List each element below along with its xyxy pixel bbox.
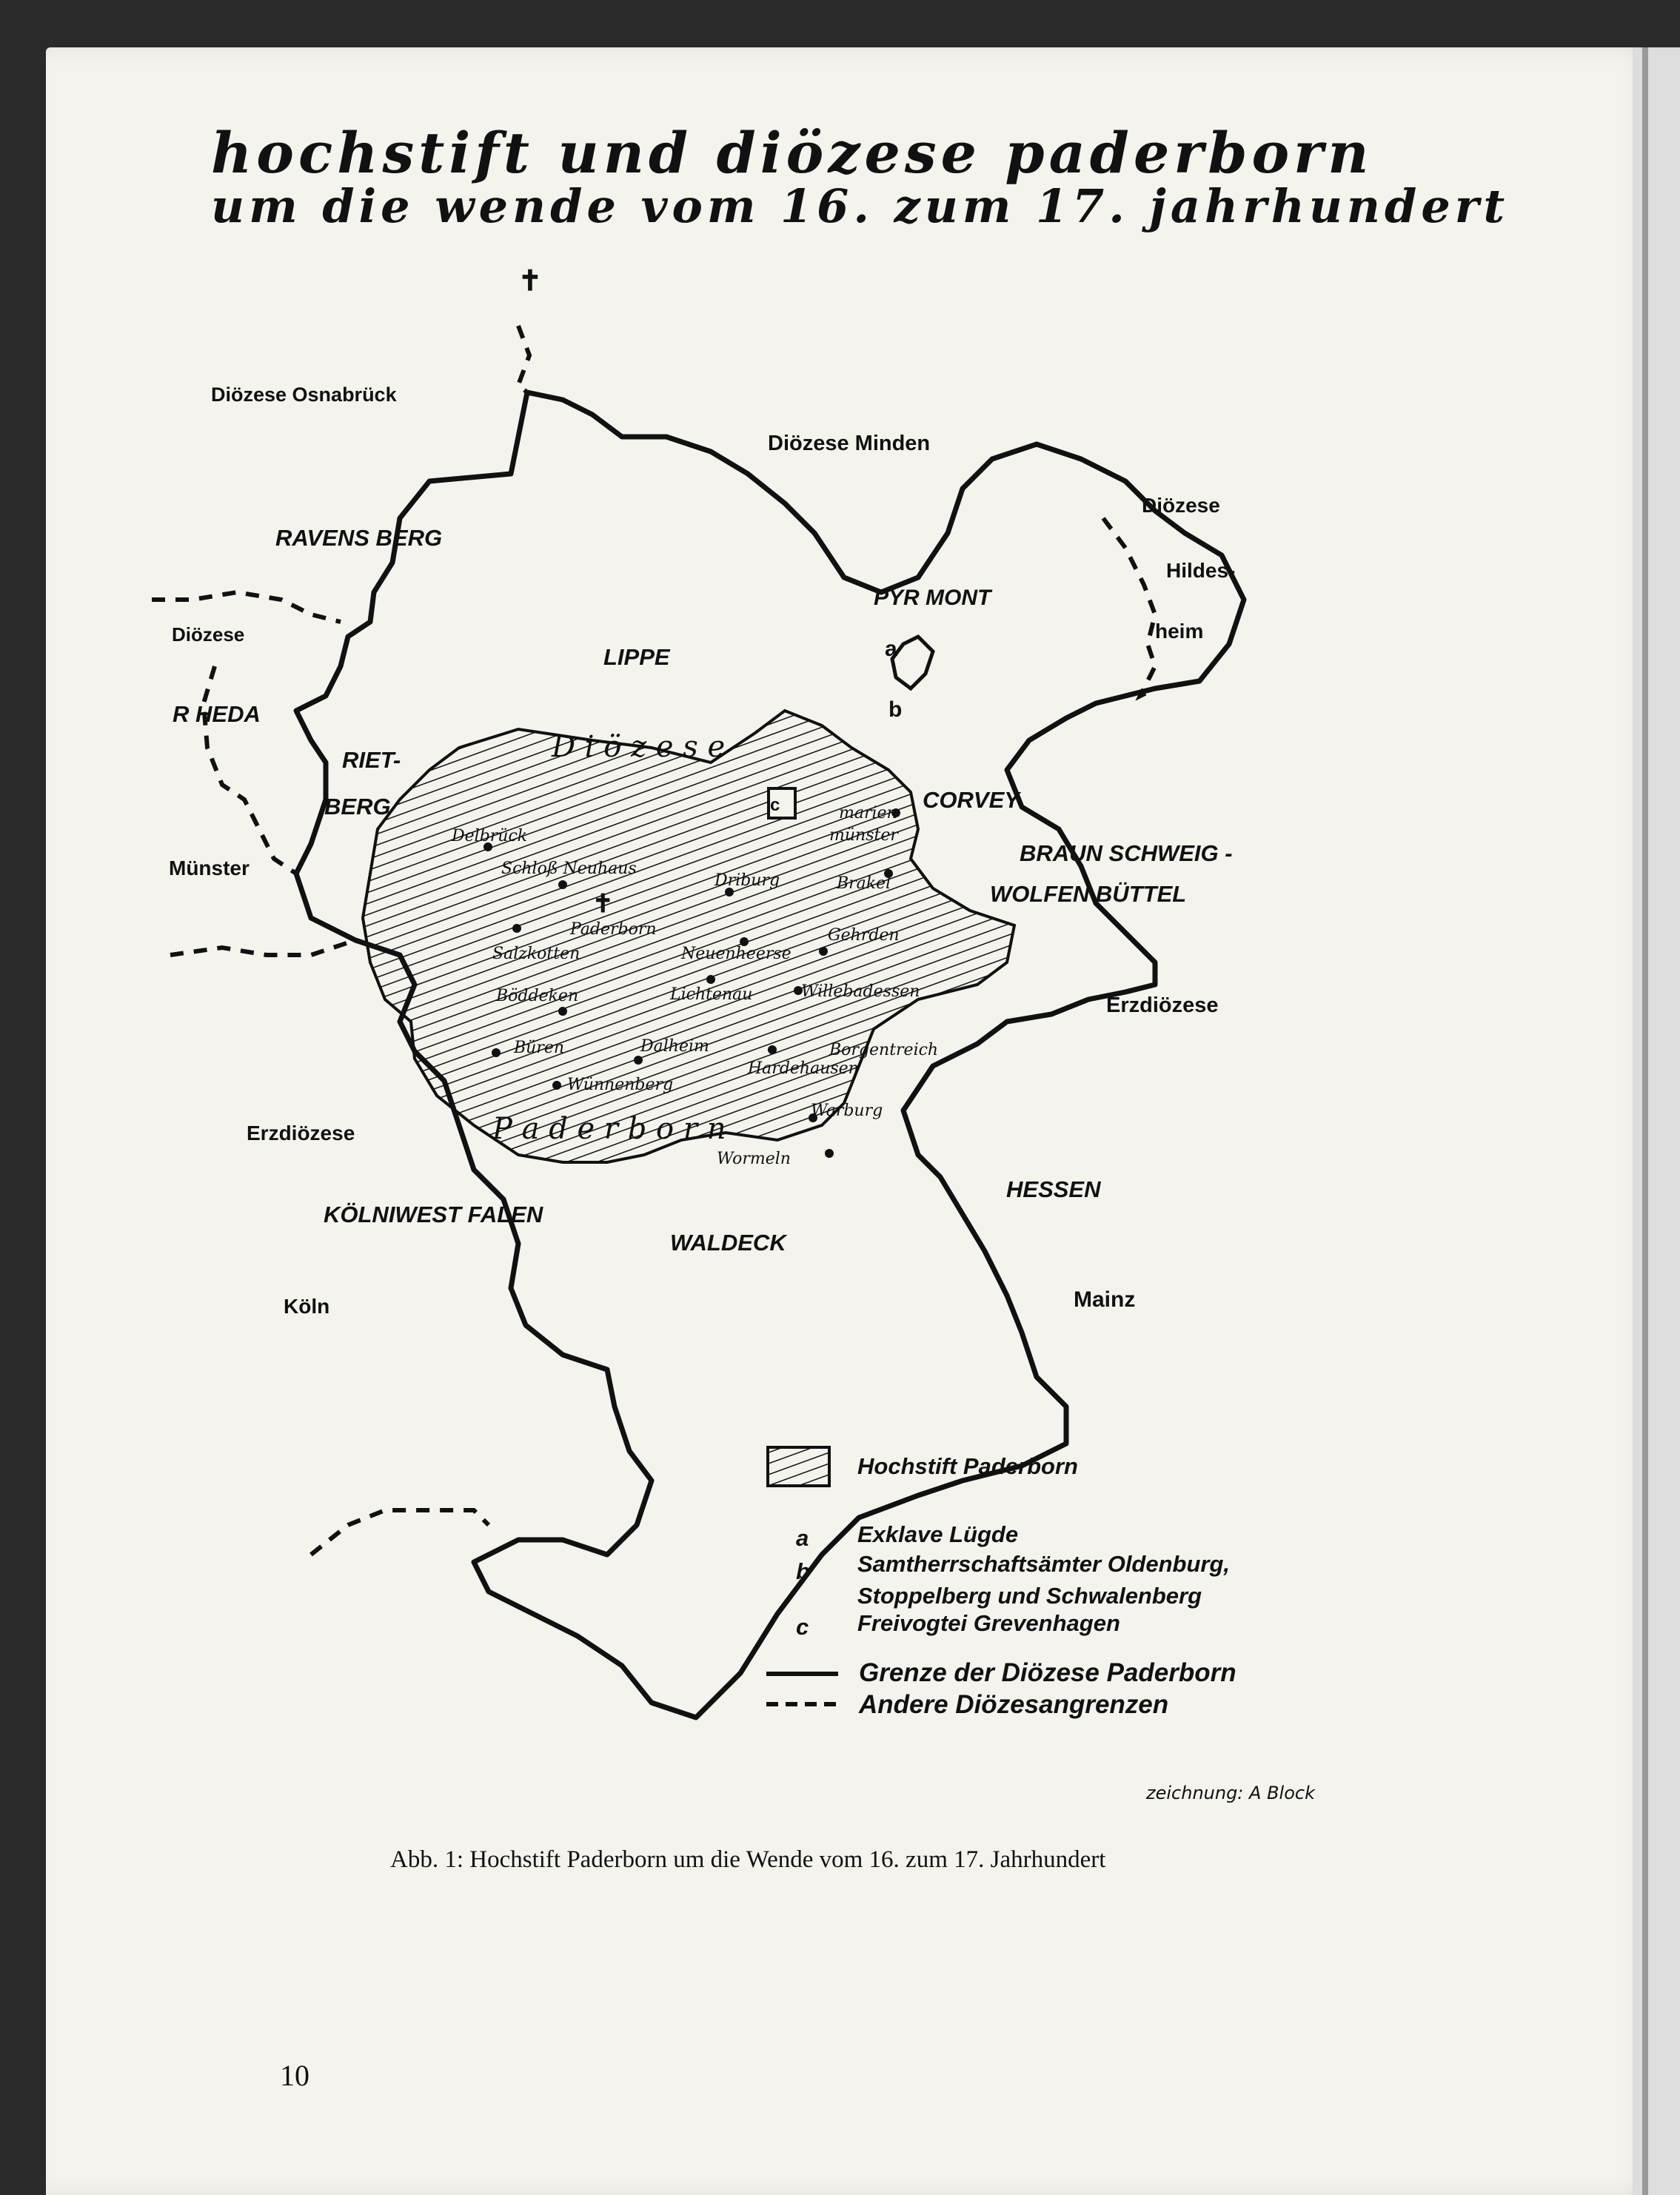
label-mainz: Mainz (1074, 1287, 1136, 1312)
legend-a-key: a (796, 1525, 809, 1551)
label-a: a (885, 637, 897, 661)
town-driburg: Driburg (714, 871, 780, 890)
map-title-line1: hochstift und diözese paderborn (211, 120, 1373, 186)
label-berg: BERG (324, 794, 391, 820)
label-paderborn-main: P a d e r b o r n (492, 1112, 726, 1146)
town-warburg: Warburg (811, 1102, 883, 1120)
legend-hochstift: Hochstift Paderborn (857, 1453, 1078, 1479)
label-dioezese-right: Diözese (1142, 494, 1220, 517)
map-title-line2: um die wende vom 16. zum 17. jahrhundert (211, 179, 1510, 233)
label-dioezese-left: Diözese (172, 623, 245, 646)
town-brakel: Brakel (837, 874, 891, 893)
town-wuennenberg: Wünnenberg (567, 1076, 674, 1094)
legend-andere: Andere Diözesangrenzen (859, 1690, 1169, 1719)
label-corvey: CORVEY (923, 787, 1020, 813)
dashed-boundary-north (518, 326, 529, 392)
legend-a-text: Exklave Lügde (857, 1521, 1019, 1547)
label-koeln: Köln (284, 1295, 330, 1318)
town-hardehausen: Hardehausen (748, 1059, 859, 1078)
dashed-boundary-west (152, 592, 341, 622)
town-dalheim: Dalheim (640, 1037, 709, 1056)
label-b: b (888, 697, 903, 722)
label-braunschweig: BRAUN SCHWEIG - (1020, 840, 1233, 866)
town-marien1: marien (839, 804, 897, 822)
dashed-boundary-west2 (204, 666, 296, 874)
label-ravensberg: RAVENS BERG (275, 525, 443, 551)
label-hessen: HESSEN (1006, 1176, 1101, 1202)
dashed-boundary-east (1103, 518, 1155, 696)
town-boeddeken: Böddeken (496, 987, 579, 1005)
label-riet: RIET- (342, 747, 401, 773)
label-koelnwestfalen: KÖLNIWEST FALEN (324, 1202, 543, 1227)
label-osnabrueck: Diözese Osnabrück (211, 383, 397, 406)
cross-north: ✝ (518, 266, 542, 297)
label-pyrmont: PYR MONT (874, 586, 991, 610)
label-muenster: Münster (169, 857, 250, 879)
dashed-boundary-southwest (311, 1510, 489, 1555)
town-paderborn: Paderborn (570, 920, 657, 939)
exclave-luegde (892, 637, 933, 688)
legend-grenze: Grenze der Diözese Paderborn (859, 1658, 1236, 1687)
figure-caption: Abb. 1: Hochstift Paderborn um die Wende vom 16. zum 17. Jahrhundert (390, 1846, 1106, 1873)
label-erzdioezese-right: Erzdiözese (1106, 993, 1219, 1017)
town-delbrueck: Delbrück (452, 827, 528, 845)
legend-b-text1: Samtherrschaftsämter Oldenburg, (857, 1551, 1231, 1577)
town-salzkotten: Salzkotten (492, 945, 580, 963)
dashed-boundary-west3 (170, 940, 355, 955)
page-number: 10 (280, 2059, 309, 2092)
label-lippe: LIPPE (603, 644, 670, 670)
label-wolfenbuettel: WOLFEN BÜTTEL (990, 881, 1187, 907)
town-bueren: Büren (514, 1039, 565, 1057)
label-minden: Diözese Minden (768, 432, 931, 455)
label-erzdioezese-left: Erzdiözese (247, 1122, 355, 1145)
legend-c-text: Freivogtei Grevenhagen (857, 1610, 1120, 1636)
label-rheda: R HEDA (173, 701, 261, 727)
label-c: c (770, 795, 780, 815)
town-marien2: münster (829, 826, 898, 845)
town-willebadessen: Willebadessen (801, 982, 920, 1001)
town-lichtenau: Lichtenau (670, 985, 753, 1004)
town-neuenheerse: Neuenheerse (681, 945, 792, 963)
legend-c-key: c (796, 1614, 809, 1640)
label-dioezes-main: D i ö z e s e (552, 730, 726, 764)
legend-b-text2: Stoppelberg und Schwalenberg (857, 1583, 1202, 1609)
cross-paderborn: ✝ (592, 890, 614, 918)
drawing-credit: zeichnung: A Block (1146, 1783, 1315, 1803)
label-hildes: Hildes- (1166, 559, 1236, 582)
legend-b-key: b (796, 1558, 810, 1584)
town-wormeln: Wormeln (717, 1150, 791, 1168)
town-borgentreich: Borgentreich (829, 1041, 939, 1059)
town-gehrden: Gehrden (828, 926, 900, 945)
legend-hatch-swatch (768, 1447, 829, 1486)
town-neuhaus: Schloß Neuhaus (501, 859, 637, 878)
label-waldeck: WALDECK (670, 1230, 786, 1256)
label-heim: heim (1155, 620, 1204, 643)
